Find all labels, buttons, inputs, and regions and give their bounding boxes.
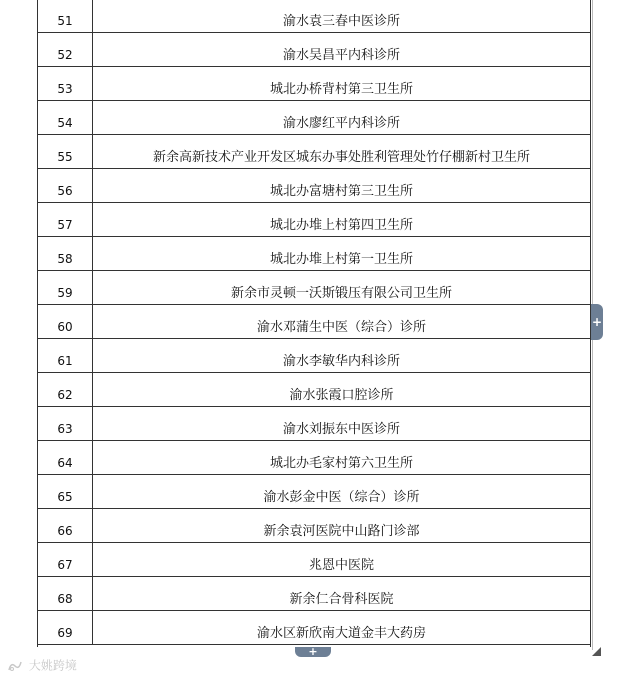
table-row xyxy=(38,339,590,373)
table-row xyxy=(38,203,590,237)
table-row xyxy=(38,0,590,33)
table-row xyxy=(38,407,590,441)
clinic-name: 渝水彭金中医（综合）诊所 xyxy=(263,490,420,505)
expand-right-button[interactable]: + xyxy=(591,304,603,340)
row-number: 52 xyxy=(38,33,93,66)
row-number: 62 xyxy=(38,373,93,406)
resize-corner-icon[interactable] xyxy=(592,647,601,656)
row-number: 68 xyxy=(38,577,93,610)
row-number: 58 xyxy=(38,237,93,270)
row-number: 67 xyxy=(38,543,93,576)
expand-bottom-button[interactable]: + xyxy=(295,647,331,657)
clinic-name: 渝水吴昌平内科诊所 xyxy=(282,48,400,63)
table-row xyxy=(38,305,590,339)
clinic-name: 渝水廖红平内科诊所 xyxy=(282,116,400,131)
watermark xyxy=(8,656,77,674)
watermark-logo-icon xyxy=(8,660,22,672)
row-number: 51 xyxy=(38,0,93,32)
clinic-name: 城北办堆上村第一卫生所 xyxy=(269,252,413,267)
clinic-name: 新余市灵顿一沃斯锻压有限公司卫生所 xyxy=(230,286,452,301)
table-row xyxy=(38,237,590,271)
clinic-name: 兆恩中医院 xyxy=(308,558,374,573)
row-number: 69 xyxy=(38,611,93,644)
row-number: 60 xyxy=(38,305,93,338)
row-number: 55 xyxy=(38,135,93,168)
clinic-name: 渝水刘振东中医诊所 xyxy=(282,422,400,437)
table-row xyxy=(38,169,590,203)
row-number: 59 xyxy=(38,271,93,304)
table-row xyxy=(38,611,590,645)
row-number: 56 xyxy=(38,169,93,202)
table-row xyxy=(38,475,590,509)
row-number: 64 xyxy=(38,441,93,474)
row-number: 66 xyxy=(38,509,93,542)
clinic-name: 渝水张霞口腔诊所 xyxy=(289,388,394,403)
clinic-name: 城北办桥背村第三卫生所 xyxy=(269,82,413,97)
table-row xyxy=(38,33,590,67)
row-number: 63 xyxy=(38,407,93,440)
row-number: 54 xyxy=(38,101,93,134)
clinic-name: 新余仁合骨科医院 xyxy=(289,592,394,607)
table-row xyxy=(38,135,590,169)
clinic-table xyxy=(37,0,591,647)
watermark-text: 大姚跨境 xyxy=(28,658,77,673)
clinic-name: 渝水李敏华内科诊所 xyxy=(282,354,400,369)
clinic-name: 新余高新技术产业开发区城东办事处胜利管理处竹仔棚新村卫生所 xyxy=(152,150,530,165)
table-row xyxy=(38,577,590,611)
clinic-name: 城北办毛家村第六卫生所 xyxy=(269,456,413,471)
table-row xyxy=(38,441,590,475)
table-row xyxy=(38,509,590,543)
table-row xyxy=(38,271,590,305)
clinic-name: 渝水袁三春中医诊所 xyxy=(282,14,400,29)
clinic-name: 渝水邓蒲生中医（综合）诊所 xyxy=(256,320,426,335)
clinic-name: 城北办富塘村第三卫生所 xyxy=(269,184,413,199)
row-number: 57 xyxy=(38,203,93,236)
table-row xyxy=(38,373,590,407)
clinic-name: 新余袁河医院中山路门诊部 xyxy=(263,524,420,539)
clinic-name: 渝水区新欣南大道金丰大药房 xyxy=(256,626,426,641)
table-row xyxy=(38,101,590,135)
row-number: 53 xyxy=(38,67,93,100)
row-number: 61 xyxy=(38,339,93,372)
clinic-name: 城北办堆上村第四卫生所 xyxy=(269,218,413,233)
row-number: 65 xyxy=(38,475,93,508)
table-row xyxy=(38,67,590,101)
table-row xyxy=(38,543,590,577)
